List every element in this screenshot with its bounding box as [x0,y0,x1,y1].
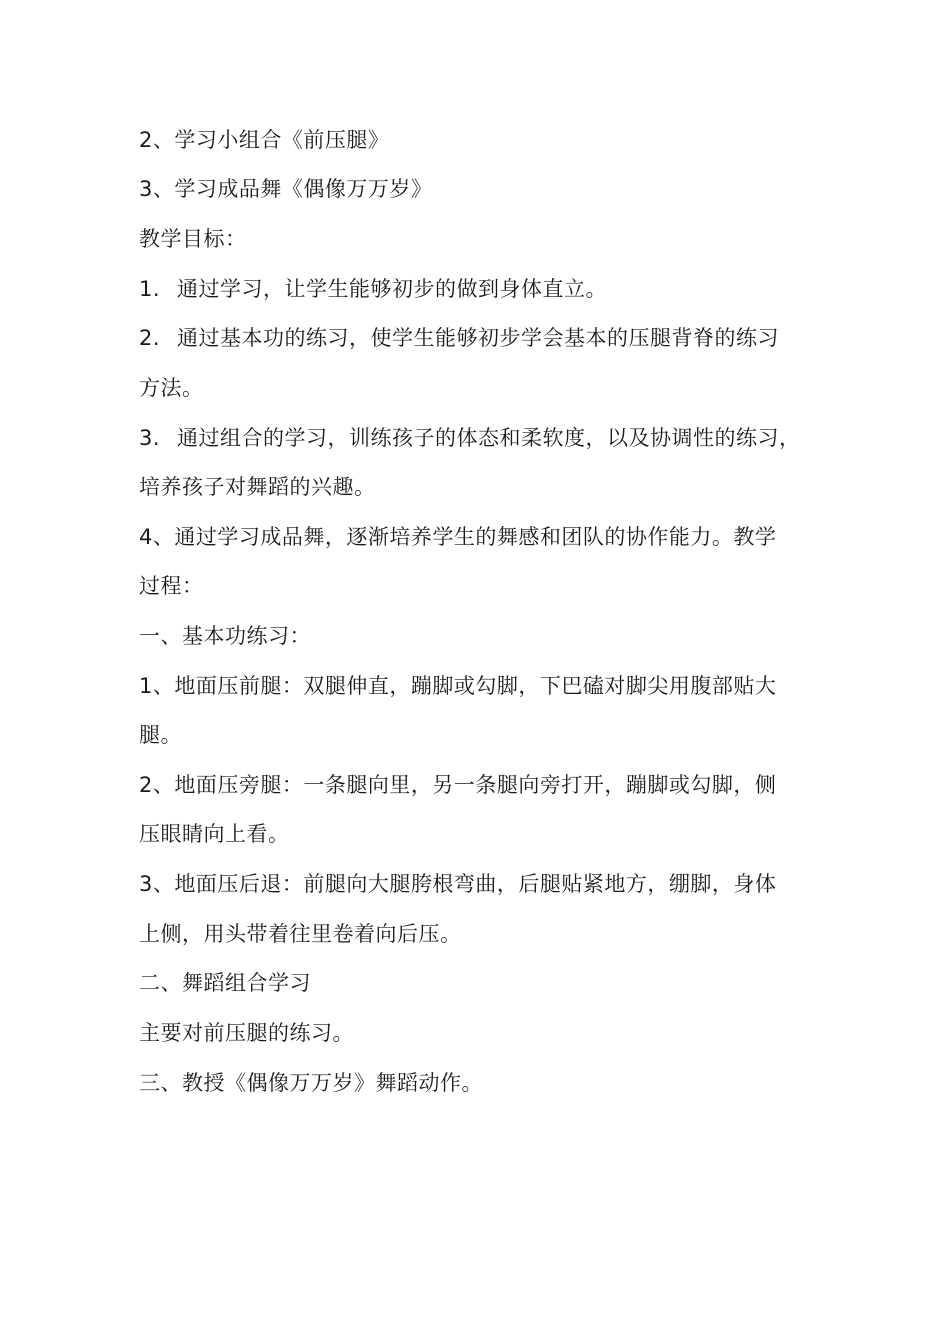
text-line: 上侧，用头带着往里卷着向后压。 [139,922,462,946]
text-line: 培养孩子对舞蹈的兴趣。 [139,475,376,499]
section-heading: 三、教授《偶像万万岁》舞蹈动作。 [139,1071,483,1095]
text-line: 方法。 [139,376,204,400]
text-line: 2、学习小组合《前压腿》 [139,128,390,152]
text-line: 过程： [139,574,204,598]
list-number: 2. [139,326,161,350]
text-line: 教学目标： [139,227,247,251]
section-heading: 二、舞蹈组合学习 [139,971,311,995]
objective-item-3 [139,423,839,453]
text-line: 1、地面压前腿：双腿伸直，蹦脚或勾脚，下巴磕对脚尖用腹部贴大 [139,674,777,698]
text-line: 2、地面压旁腿：一条腿向里，另一条腿向旁打开，蹦脚或勾脚，侧 [139,773,777,797]
section-heading: 一、基本功练习： [139,624,311,648]
list-text: 通过学习，让学生能够初步的做到身体直立。 [177,277,607,301]
objective-item-2 [139,323,839,353]
text-line: 3、学习成品舞《偶像万万岁》 [139,177,433,201]
text-line: 腿。 [139,723,182,747]
text-line: 3、地面压后退：前腿向大腿胯根弯曲，后腿贴紧地方，绷脚，身体 [139,872,777,896]
text-line: 压眼睛向上看。 [139,822,290,846]
objective-item-1 [139,274,839,304]
text-line: 4、通过学习成品舞，逐渐培养学生的舞感和团队的协作能力。教学 [139,525,777,549]
list-number: 3. [139,426,161,450]
list-text: 通过组合的学习，训练孩子的体态和柔软度，以及协调性的练习， [177,426,801,450]
list-text: 通过基本功的练习，使学生能够初步学会基本的压腿背脊的练习 [177,326,779,350]
text-line: 主要对前压腿的练习。 [139,1021,354,1045]
list-number: 1. [139,277,161,301]
